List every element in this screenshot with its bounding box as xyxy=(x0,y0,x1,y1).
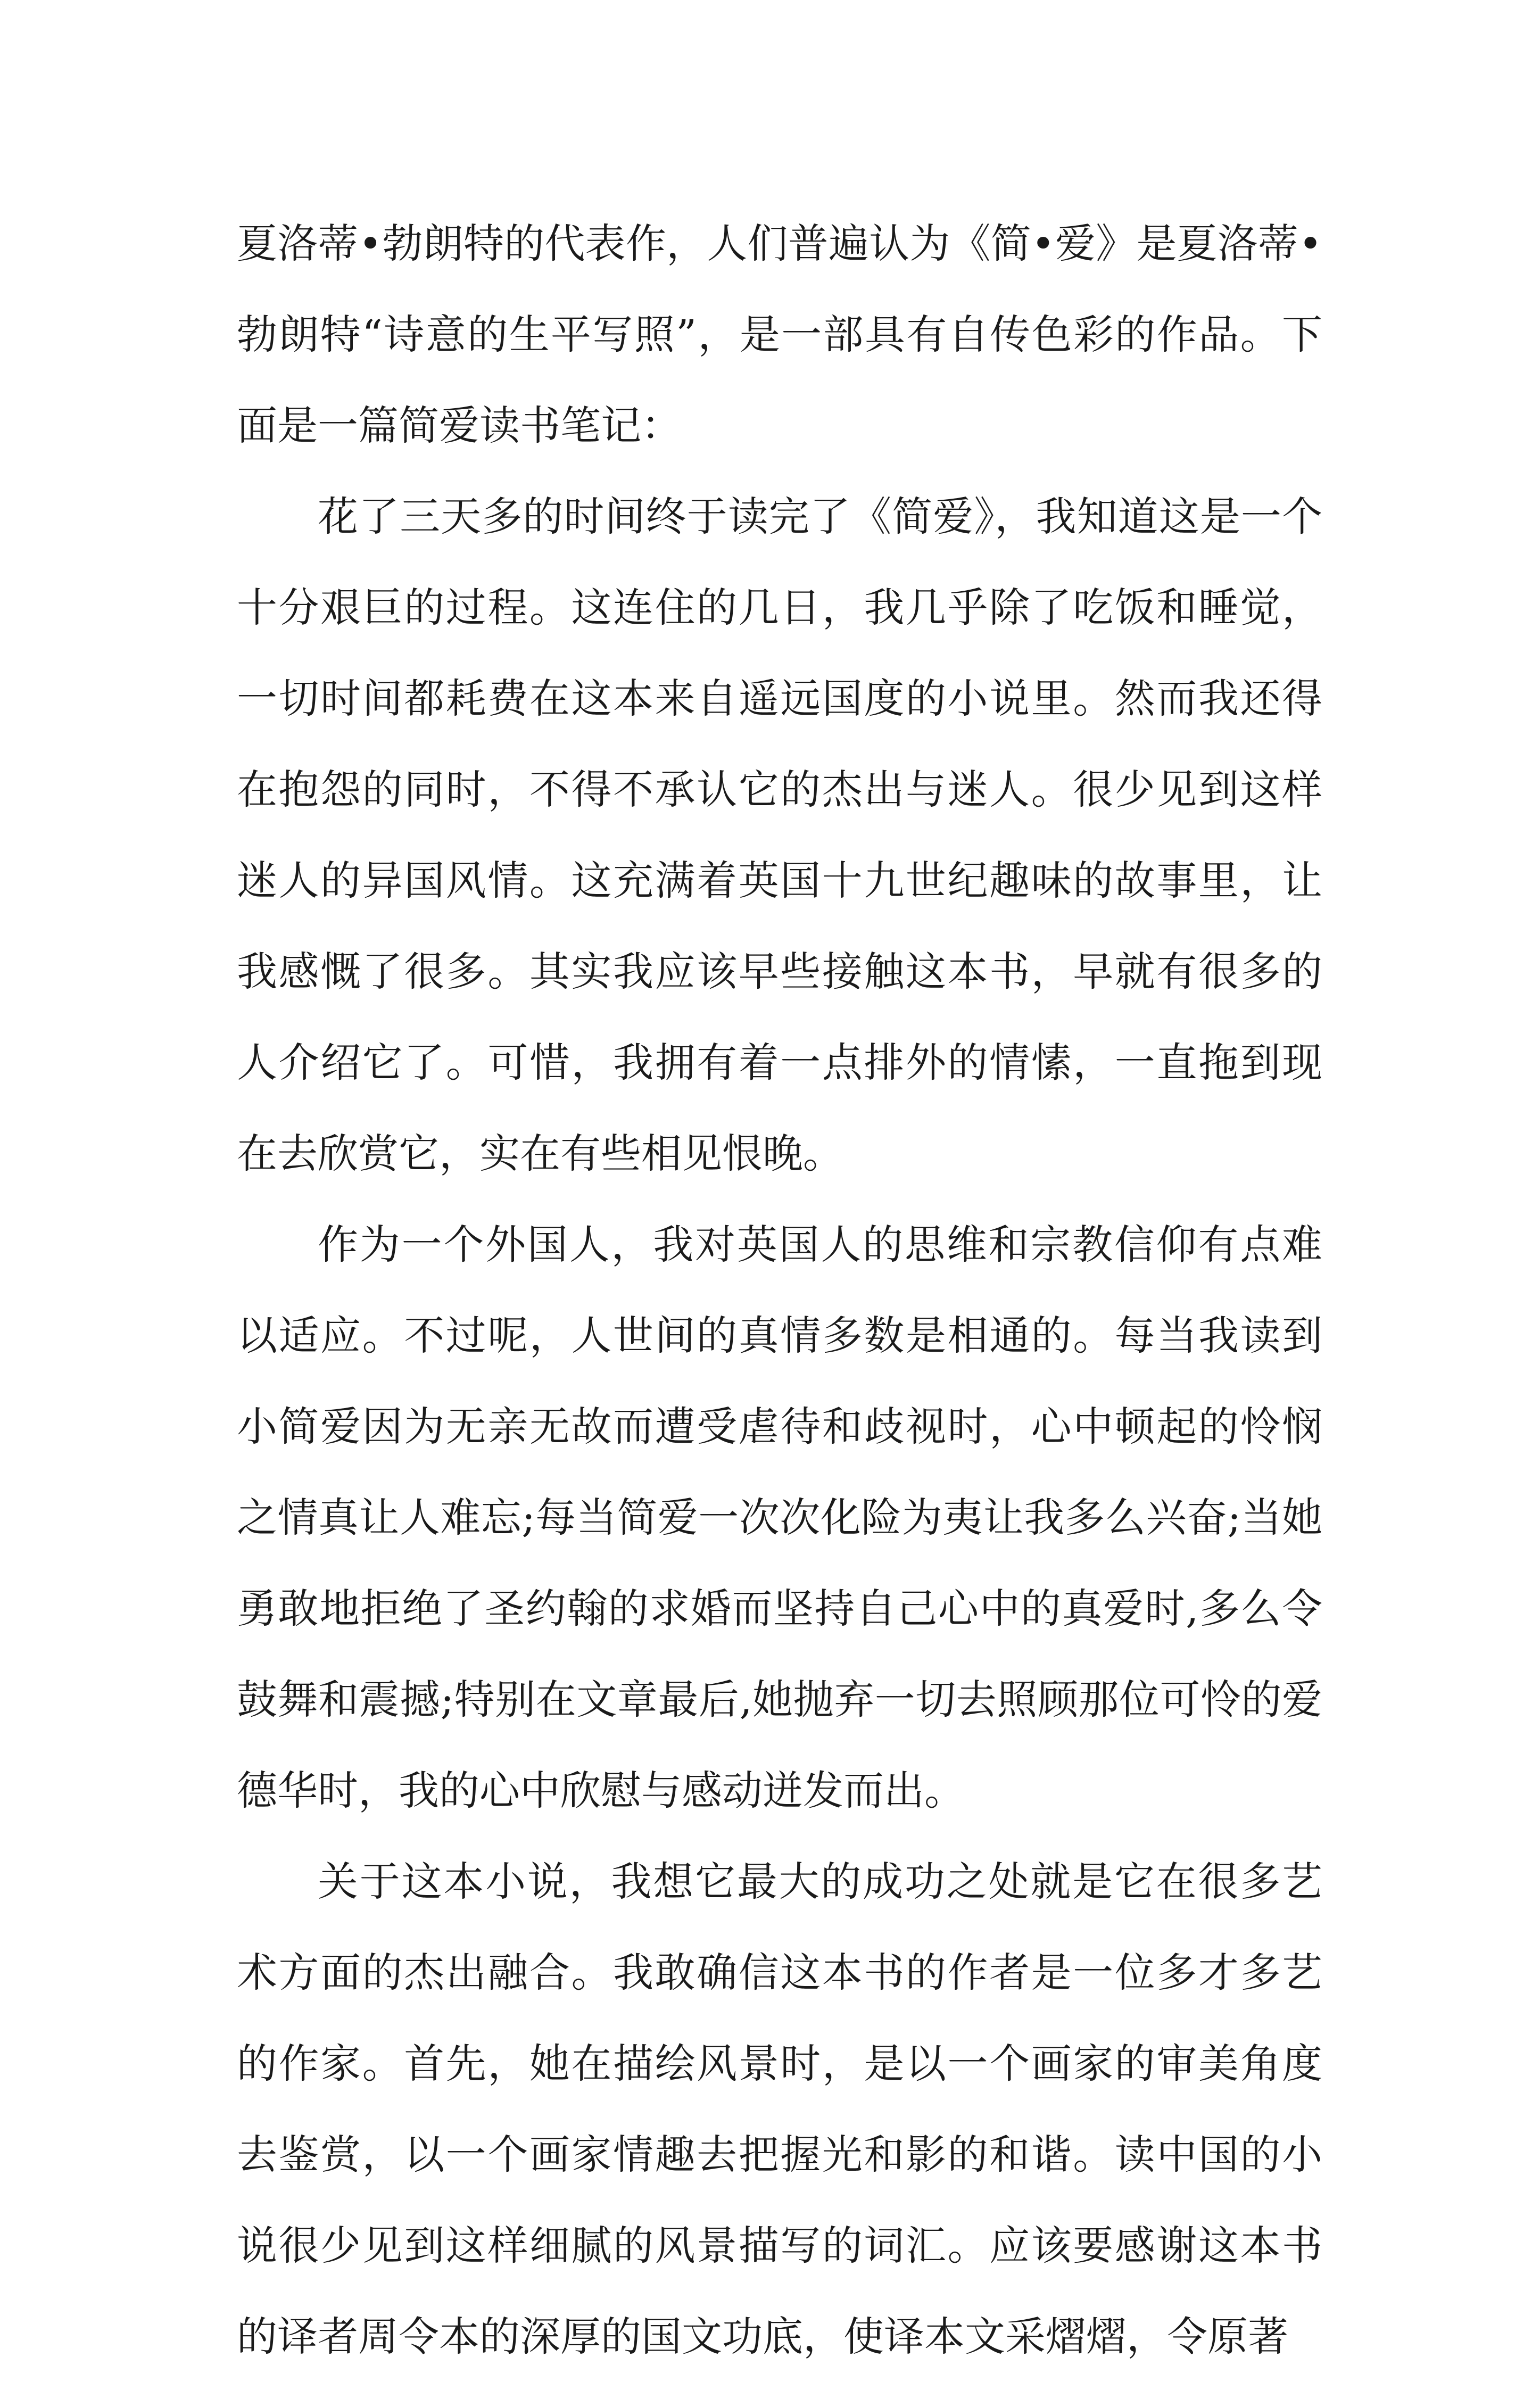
paragraph-intro: 夏洛蒂•勃朗特的代表作，人们普遍认为《简•爱》是夏洛蒂•勃朗特“诗意的生平写照”，是一部具有自传色彩的作品。下面是一篇简爱读书笔记： xyxy=(237,220,1322,449)
paragraph-artistic-merit: 关于这本小说，我想它最大的成功之处就是它在很多艺术方面的杰出融合。我敢确信这本书的作者是一位多才多艺的作家。首先，她在描绘风景时，是以一个画家的审美角度去鉴赏，以一个画家情趣去把握光和影的和谐。读中国的小说很少见到这样细腻的风景描写的词汇。应该要感谢这本书的译者周令本的深厚的国文功底，使译本文采熠熠，令原著 xyxy=(237,1858,1322,2360)
body-text xyxy=(237,198,1322,2382)
paragraph-reading-experience: 花了三天多的时间终于读完了《简爱》，我知道这是一个十分艰巨的过程。这连住的几日，我几乎除了吃饭和睡觉，一切时间都耗费在这本来自遥远国度的小说里。然而我还得在抱怨的同时，不得不承认它的杰出与迷人。很少见到这样迷人的异国风情。这充满着英国十九世纪趣味的故事里，让我感慨了很多。其实我应该早些接触这本书，早就有很多的人介绍它了。可惜，我拥有着一点排外的情愫，一直拖到现在去欣赏它，实在有些相见恨晚。 xyxy=(237,493,1322,1177)
paragraph-emotional-response: 作为一个外国人，我对英国人的思维和宗教信仰有点难以适应。不过呢，人世间的真情多数是相通的。每当我读到小简爱因为无亲无故而遭受虐待和歧视时，心中顿起的怜悯之情真让人难忘;每当简爱一次次化险为夷让我多么兴奋;当她勇敢地拒绝了圣约翰的求婚而坚持自己心中的真爱时,多么令鼓舞和震撼;特别在文章最后,她抛弃一切去照顾那位可怜的爱德华时，我的心中欣慰与感动迸发而出。 xyxy=(237,1221,1322,1814)
